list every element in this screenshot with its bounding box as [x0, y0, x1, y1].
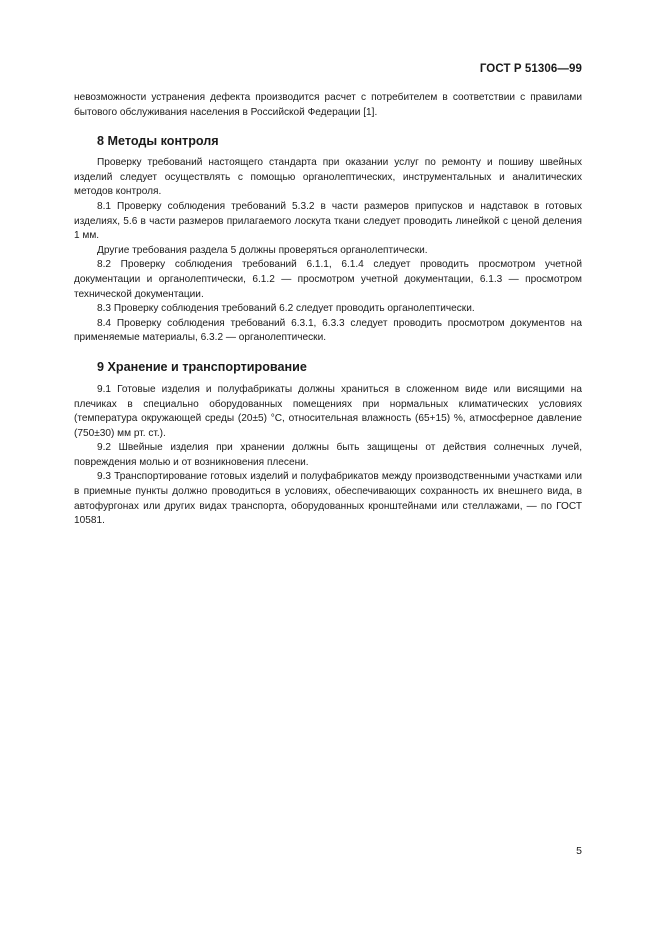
section-8-2-paragraph: 8.2 Проверку соблюдения требований 6.1.1, 6.1.4 следует проводить просмотром учетной документации и органолептически, 6.1.2 — просмотром учетной документации, 6.1.3 — просмотром технической документации.: [74, 259, 582, 300]
intro-paragraph: невозможности устранения дефекта производится расчет с потребителем в соответствии с правилами бытового обслуживания населения в Российской Федерации [1].: [74, 92, 582, 118]
document-code-header: ГОСТ Р 51306—99: [479, 63, 582, 75]
section-9-body: [74, 383, 582, 529]
section-8-paragraph: Проверку требований настоящего стандарта при оказании услуг по ремонту и пошиву швейных изделий следует осуществлять с помощью органолептических, инструментальных и аналитических методов контроля.: [74, 157, 582, 198]
section-8-4-paragraph: 8.4 Проверку соблюдения требований 6.3.1, 6.3.3 следует проводить просмотром документов на применяемые материалы, 6.3.2 — органолептически.: [74, 317, 582, 344]
section-9-1-paragraph: 9.1 Готовые изделия и полуфабрикаты должны храниться в сложенном виде или висящими на плечиках в специально оборудованных помещениях при нормальных климатических условиях (температура окружающей среды (20±5) °С, относительная влажность (65+15) %, атмосферное давление (750±30) мм рт. ст.).: [74, 383, 582, 439]
section-8-3-paragraph: 8.3 Проверку соблюдения требований 6.2 следует проводить органолептически.: [97, 303, 475, 315]
section-8-paragraph: Другие требования раздела 5 должны проверяться органолептически.: [97, 244, 428, 256]
section-9-heading: 9 Хранение и транспортирование: [97, 359, 307, 374]
section-8-1-paragraph: 8.1 Проверку соблюдения требований 5.3.2 в части размеров припусков и надставок в готовых изделиях, 5.6 в части размеров прилагаемого лоскута ткани следует проводить линейкой с ценой деления 1 мм.: [74, 200, 582, 242]
section-8-body: [74, 156, 582, 346]
page-content: [74, 91, 582, 529]
section-9-2-paragraph: 9.2 Швейные изделия при хранении должны быть защищены от действия солнечных лучей, повреждения молью и от возникновения плесени.: [74, 442, 582, 468]
section-8-heading: 8 Методы контроля: [97, 134, 219, 149]
page-number: 5: [576, 845, 582, 857]
section-9-3-paragraph: 9.3 Транспортирование готовых изделий и полуфабрикатов между производственными участками или в приемные пункты должно проводиться в условиях, обеспечивающих сохранность их внешнего вида, в автофургонах или других видах транспорта, оборудованных кронштейнами или стеллажами, — по ГОСТ 10581.: [74, 471, 582, 527]
